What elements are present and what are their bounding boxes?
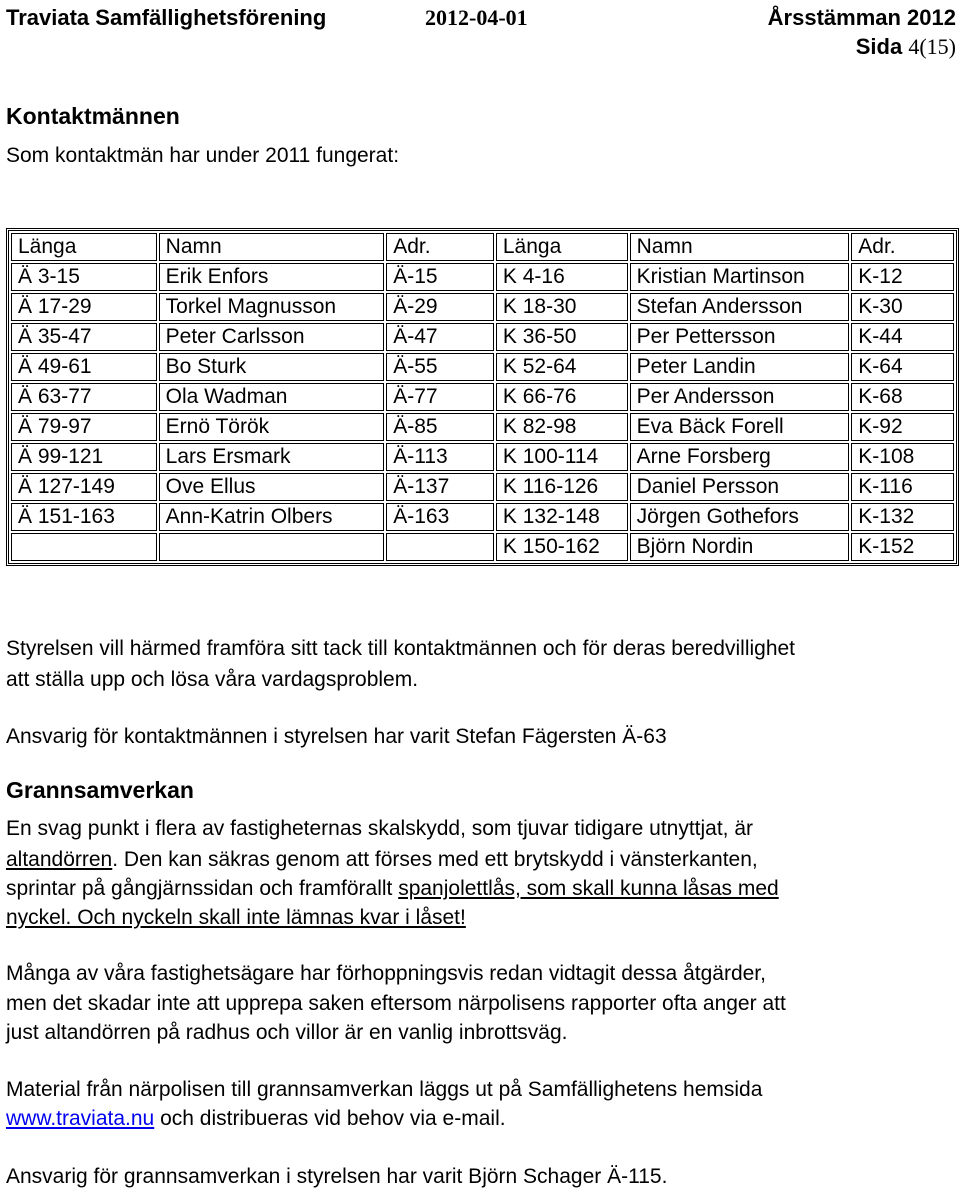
table-cell: K 66-76 (496, 383, 628, 411)
table-row (11, 383, 954, 411)
table-cell: K-132 (851, 503, 954, 531)
table-row (11, 533, 954, 561)
table-cell: Ä-77 (386, 383, 494, 411)
table-cell: Ola Wadman (159, 383, 385, 411)
table-cell: K-92 (851, 413, 954, 441)
table-cell: K 52-64 (496, 353, 628, 381)
table-cell: Peter Carlsson (159, 323, 385, 351)
p2-line-2: men det skadar inte att upprepa saken eftersom närpolisens rapporter ofta anger att (6, 992, 786, 1015)
header-cell: Länga (496, 233, 628, 261)
table-cell: Ove Ellus (159, 473, 385, 501)
table-cell: Ä 3-15 (11, 263, 157, 291)
table-cell: Ä-163 (386, 503, 494, 531)
table-cell: K-116 (851, 473, 954, 501)
table-cell (386, 533, 494, 561)
section-title-grannsamverkan: Grannsamverkan (6, 777, 194, 803)
table-cell (11, 533, 157, 561)
table-cell: K 150-162 (496, 533, 628, 561)
table-row (11, 323, 954, 351)
table-cell: K-152 (851, 533, 954, 561)
table-row (11, 443, 954, 471)
table-cell: Eva Bäck Forell (630, 413, 850, 441)
header-date: 2012-04-01 (425, 5, 528, 30)
responsible-contacts: Ansvarig för kontaktmännen i styrelsen har varit Stefan Fägersten Ä-63 (6, 725, 667, 748)
table-cell: K-12 (851, 263, 954, 291)
table-row (11, 473, 954, 501)
responsible-grannsamverkan: Ansvarig för grannsamverkan i styrelsen har varit Björn Schager Ä-115. (6, 1165, 668, 1188)
table-row (11, 263, 954, 291)
table-cell: Ä-85 (386, 413, 494, 441)
page-num: 4(15) (908, 34, 956, 59)
table-cell: K-64 (851, 353, 954, 381)
contacts-table (6, 228, 959, 566)
header-cell: Länga (11, 233, 157, 261)
table-cell: K 18-30 (496, 293, 628, 321)
p1-line-3 (6, 873, 779, 904)
section-intro: Som kontaktmän har under 2011 fungerat: (6, 144, 400, 167)
table-cell: Ä 151-163 (11, 503, 157, 531)
p3-line-2-rest: och distribueras vid behov via e-mail. (154, 1107, 506, 1130)
table-cell: Per Pettersson (630, 323, 850, 351)
table-cell: Ä-113 (386, 443, 494, 471)
table-cell: Ä-137 (386, 473, 494, 501)
table-cell: Kristian Martinson (630, 263, 850, 291)
table-cell: Ä-55 (386, 353, 494, 381)
table-cell: K-108 (851, 443, 954, 471)
p2-line-3: just altandörren på radhus och villor är en vanlig inbrottsväg. (6, 1021, 568, 1044)
table-cell: K 36-50 (496, 323, 628, 351)
p1-line-1: En svag punkt i flera av fastigheternas skalskydd, som tjuvar tidigare utnyttjat, är (6, 817, 754, 840)
table-cell: Ann-Katrin Olbers (159, 503, 385, 531)
table-cell (159, 533, 385, 561)
underlined-altandorren: altandörren (6, 848, 113, 871)
table-row (11, 353, 954, 381)
table-cell: Ä 63-77 (11, 383, 157, 411)
table-cell: K-44 (851, 323, 954, 351)
header-cell: Adr. (386, 233, 494, 261)
table-cell: K-30 (851, 293, 954, 321)
p1-line-3-text: sprintar på gångjärnssidan och framförallt (6, 877, 399, 900)
table-cell: Peter Landin (630, 353, 850, 381)
table-cell: K 82-98 (496, 413, 628, 441)
website-link[interactable]: www.traviata.nu (6, 1107, 155, 1130)
table-cell: Erik Enfors (159, 263, 385, 291)
table-cell: Per Andersson (630, 383, 850, 411)
section-title-kontaktmannen: Kontaktmännen (6, 103, 180, 129)
table-cell: Ä 49-61 (11, 353, 157, 381)
header-cell: Namn (630, 233, 850, 261)
page-number (856, 33, 956, 61)
header-meeting: Årsstämman 2012 (767, 5, 956, 30)
p1-line-2-rest: . Den kan säkras genom att förses med ett brytskydd i vänsterkanten, (112, 848, 758, 871)
table-cell: K 100-114 (496, 443, 628, 471)
table-cell: Stefan Andersson (630, 293, 850, 321)
table-row (11, 503, 954, 531)
table-cell: Ä-29 (386, 293, 494, 321)
p3-line-2 (6, 1103, 506, 1134)
table-cell: Arne Forsberg (630, 443, 850, 471)
thanks-line-1: Styrelsen vill härmed framföra sitt tack till kontaktmännen och för deras beredvillighet (6, 637, 796, 660)
table-cell: Björn Nordin (630, 533, 850, 561)
table-cell: Ä-47 (386, 323, 494, 351)
table-row (11, 413, 954, 441)
p3-line-1: Material från närpolisen till grannsamverkan läggs ut på Samfällighetens hemsida (6, 1078, 763, 1101)
table-header-row (11, 233, 954, 261)
p1-line-2 (6, 844, 758, 875)
p2-line-1: Många av våra fastighetsägare har förhoppningsvis redan vidtagit dessa åtgärder, (6, 962, 766, 985)
table-cell: Ä 79-97 (11, 413, 157, 441)
table-cell: Ä 99-121 (11, 443, 157, 471)
underlined-spanjolettlas: spanjolettlås, som skall kunna låsas med (398, 877, 779, 900)
table-cell: K-68 (851, 383, 954, 411)
table-cell: Ernö Török (159, 413, 385, 441)
table-cell: Ä-15 (386, 263, 494, 291)
p1-line-4: nyckel. Och nyckeln skall inte lämnas kvar i låset! (6, 906, 466, 929)
table-cell: Jörgen Gothefors (630, 503, 850, 531)
thanks-line-2: att ställa upp och lösa våra vardagsproblem. (6, 668, 419, 691)
table-cell: Ä 127-149 (11, 473, 157, 501)
header-org: Traviata Samfällighetsförening (6, 5, 327, 30)
table-cell: Lars Ersmark (159, 443, 385, 471)
table-cell: Torkel Magnusson (159, 293, 385, 321)
header-cell: Namn (159, 233, 385, 261)
table-cell: K 4-16 (496, 263, 628, 291)
header-cell: Adr. (851, 233, 954, 261)
table-cell: K 116-126 (496, 473, 628, 501)
table-cell: Daniel Persson (630, 473, 850, 501)
table-row (11, 293, 954, 321)
table-cell: K 132-148 (496, 503, 628, 531)
table-cell: Bo Sturk (159, 353, 385, 381)
table-cell: Ä 35-47 (11, 323, 157, 351)
page-prefix: Sida (855, 34, 903, 59)
table-cell: Ä 17-29 (11, 293, 157, 321)
